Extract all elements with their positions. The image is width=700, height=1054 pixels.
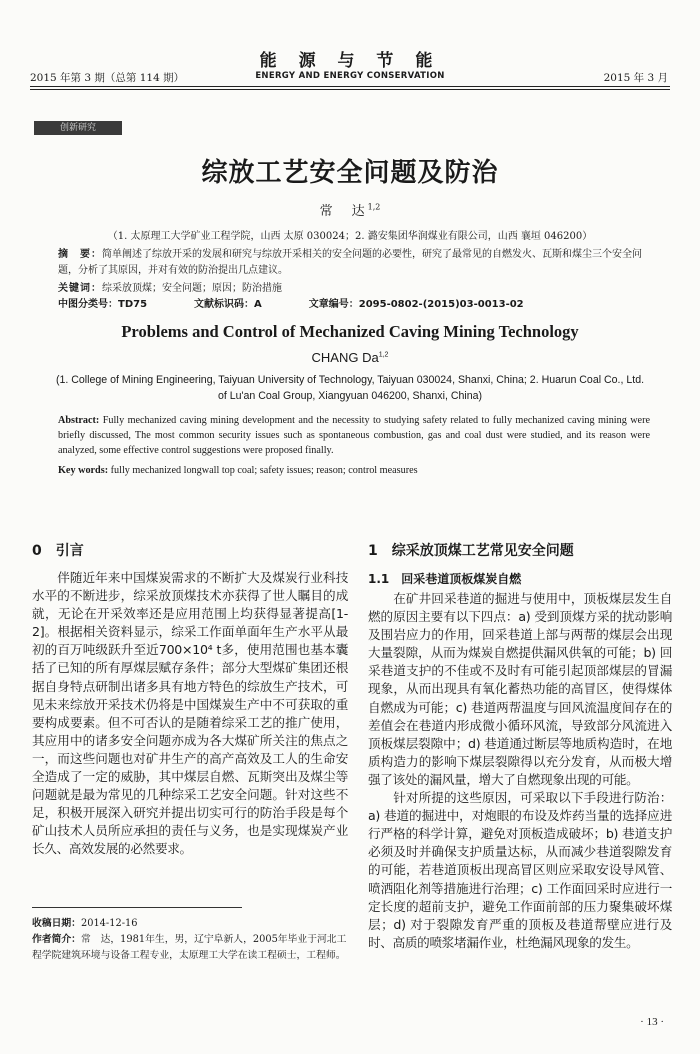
column-tag: 创新研究 (34, 121, 122, 135)
author-zh (0, 200, 700, 219)
author-bio (32, 932, 350, 964)
bio-text: 常 达，1981年生，男，辽宁阜新人，2005年毕业于河北工程学院建筑环境与设备工程专业，太原理工大学在读工程硕士，工程师。 (32, 934, 347, 962)
keywords-zh-label: 关键词： (58, 283, 102, 294)
section-heading-safety-issues: 1 综采放顶煤工艺常见安全问题 (368, 543, 574, 559)
abstract-en (58, 413, 650, 458)
affiliation-en-line1: (1. College of Mining Engineering, Taiyuan University of Technology, Taiyuan 030024, Shanxi, China; 2. Huarun Coal Co., Ltd. (55, 374, 645, 386)
article-no-label: 文章编号： (308, 299, 359, 310)
header-rule-thin (30, 89, 670, 90)
classification-line (58, 297, 650, 313)
section-body-introduction (32, 569, 348, 859)
paragraph: 针对所提的这些原因，可采取以下手段进行防治：a) 巷道的掘进中，对炮眼的布设及炸药当量的选择应进行严格的科学计算，避免对顶板造成破坏；b) 巷道支护必须及时并确保支护质量达标，从而减少巷道裂隙发育的可能，若巷道顶板出现高冒区则应采取安设导风管、喷洒阻化剂等措施进行治理；c) 工作面回采时应进行一定长度的超前支护，避免工作面前部的压力聚集破坏煤层；d) 对于裂隙发育严重的顶板及巷道帮壁应进行及时、高质的喷浆堵漏作业，杜绝漏风现象的发生。 (368, 790, 672, 950)
page-number: · 13 · (640, 1016, 664, 1028)
abstract-en-text: Fully mechanized caving mining development and the necessity to studying safety related to fully mechanized caving mining were briefly discussed, The most common security issues such as spontaneous combustion, gas and coal dust were studied, and its reason were analyzed, some effective control suggestions were proposed finally. (58, 415, 650, 456)
received-value: 2014-12-16 (80, 918, 138, 929)
paragraph: 伴随近年来中国煤炭需求的不断扩大及煤炭行业科技水平的不断进步，综采放顶煤技术亦获得了世人瞩目的成就，无论在开采效率还是应用范围上均获得显著提高[1-2]。根据相关资料显示，综采工作面单面年生产水平从最初的百万吨级跃升至近700×10⁴ t多，使用范围也基本囊括了已知的所有厚煤层赋存条件；部分大型煤矿集团还根据自身特点研制出诸多具有地方特色的综放生产技术，可见未来综放开采技术仍将是中国煤炭生产中不可获取的重要构成要素。但不可否认的是随着综采工艺的推广使用，其应用中的诸多安全问题亦成为各大煤矿所关注的焦点之一，而这些问题也对矿井生产的高产高效及工人的生命安全造成了一定的威胁，其中煤层自燃、瓦斯突出及煤尘等问题就是最为常见的几种综采工艺安全问题。针对这些不足，积极开展深入研究并提出切实可行的防治手段是每个矿山技术人员所应承担的责任与义务，也是实现煤炭产业长久、高效发展的必然要求。 (32, 570, 348, 857)
subsection-heading: 1.1 回采巷道顶板煤炭自燃 (368, 572, 522, 586)
keywords-en-text: fully mechanized longwall top coal; safety issues; reason; control measures (110, 465, 418, 476)
header-rule (30, 86, 670, 87)
keywords-en-label: Key words: (58, 465, 109, 476)
received-label: 收稿日期： (32, 918, 81, 929)
received-date (32, 916, 350, 932)
author-affil-marker-zh: 1,2 (367, 202, 381, 212)
journal-title-zh: 能 源 与 节 能 (259, 51, 441, 71)
article-title-en: Problems and Control of Mechanized Caving Mining Technology (121, 322, 579, 341)
journal-title-en: ENERGY AND ENERGY CONSERVATION (255, 71, 445, 81)
author-affil-marker-en: 1,2 (378, 351, 389, 359)
author-name-en: CHANG Da (311, 350, 379, 365)
doc-code-value: A (254, 299, 262, 310)
article-no-value: 2095-0802-(2015)03-0013-02 (358, 299, 524, 310)
abstract-zh (58, 247, 650, 278)
affiliation-en-line2: of Lu'an Coal Group, Xiangyuan 046200, Shanxi, China) (217, 390, 483, 402)
issue-date: 2015 年 3 月 (603, 72, 668, 84)
issue-info: 2015 年第 3 期（总第 114 期） (30, 72, 185, 84)
footnote (32, 916, 350, 965)
keywords-en (58, 465, 650, 476)
keywords-zh (58, 281, 650, 297)
section-body-safety-issues (368, 590, 672, 952)
bio-label: 作者简介： (32, 934, 81, 946)
abstract-zh-text: 简单阐述了综放开采的发展和研究与综放开采相关的安全问题的必要性，研究了最常见的自燃发火、瓦斯和煤尘三个安全问题，分析了其原因，并对有效的防治提出几点建议。 (58, 249, 642, 276)
article-title-zh: 综放工艺安全问题及防治 (201, 158, 499, 188)
clc-label: 中图分类号： (58, 299, 118, 310)
author-name-zh: 常 达 (319, 204, 368, 219)
abstract-zh-label: 摘 要： (58, 249, 102, 260)
affiliation-en (0, 372, 700, 404)
author-en (0, 350, 700, 365)
footnote-rule (32, 907, 242, 908)
keywords-zh-text: 综采放顶煤；安全问题；原因；防治措施 (102, 283, 282, 294)
section-heading-introduction: 0 引言 (32, 543, 84, 559)
abstract-en-label: Abstract: (58, 415, 100, 426)
clc-value: TD75 (118, 299, 148, 310)
doc-code-label: 文献标识码： (194, 299, 255, 310)
paragraph: 在矿井回采巷道的掘进与使用中，顶板煤层发生自燃的原因主要有以下四点：a) 受到顶煤方采的扰动影响及围岩应力的作用，回采巷道上部与两帮的煤层会出现大量裂隙，从而为煤炭自燃提供漏风供氧的可能；b) 回采巷道支护的不佳或不及时有可能引起顶部煤层的冒漏现象，从而出现具有氧化蓄热功能的高冒区，使得煤体自燃成为可能；c) 巷道两帮温度与回风流温度间存在的差值会在巷道内形成微小循环风流，导致部分风流进入顶板煤层裂隙中；d) 巷道通过断层等地质构造时，在地质构造力的影响下煤层裂隙得以充分发育，从而极大增强了该处的漏风量，增大了自燃现象出现的可能。 (368, 591, 672, 787)
affiliation-zh: （1. 太原理工大学矿业工程学院，山西 太原 030024；2. 潞安集团华润煤业有限公司，山西 襄垣 046200） (107, 231, 593, 242)
